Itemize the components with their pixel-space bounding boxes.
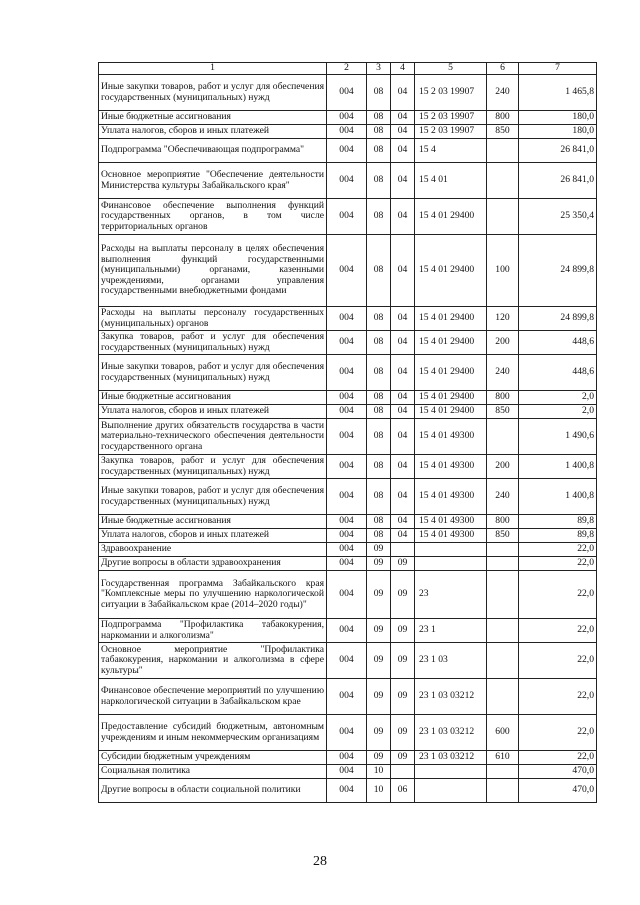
subsection-code: 04 [391, 455, 415, 479]
ministry-code: 004 [327, 355, 367, 391]
target-code: 15 4 01 29400 [415, 235, 487, 307]
header-cell: 3 [367, 63, 391, 75]
subsection-code: 04 [391, 125, 415, 139]
target-code: 15 4 01 29400 [415, 199, 487, 235]
section-code: 08 [367, 391, 391, 405]
section-code: 08 [367, 307, 391, 331]
ministry-code: 004 [327, 307, 367, 331]
subsection-code: 09 [391, 571, 415, 619]
header-cell: 2 [327, 63, 367, 75]
budget-table [98, 62, 597, 803]
item-name: Уплата налогов, сборов и иных платежей [99, 405, 327, 419]
item-name: Социальная политика [99, 765, 327, 779]
amount: 26 841,0 [519, 163, 597, 199]
table-row [99, 715, 597, 751]
table-row [99, 643, 597, 679]
section-code: 09 [367, 557, 391, 571]
target-code: 23 1 03 03212 [415, 715, 487, 751]
ministry-code: 004 [327, 529, 367, 543]
subsection-code: 04 [391, 405, 415, 419]
amount: 26 841,0 [519, 139, 597, 163]
expense-type-code: 200 [487, 455, 519, 479]
ministry-code: 004 [327, 643, 367, 679]
amount: 1 400,8 [519, 455, 597, 479]
expense-type-code [487, 543, 519, 557]
ministry-code: 004 [327, 515, 367, 529]
expense-type-code: 800 [487, 515, 519, 529]
expense-type-code: 800 [487, 391, 519, 405]
subsection-code: 06 [391, 779, 415, 803]
subsection-code [391, 543, 415, 557]
table-row [99, 515, 597, 529]
item-name: Предоставление субсидий бюджетным, автономным учреждениям и иным некоммерческим организациям [99, 715, 327, 751]
section-code: 09 [367, 679, 391, 715]
item-name: Субсидии бюджетным учреждениям [99, 751, 327, 765]
target-code: 15 4 01 29400 [415, 391, 487, 405]
target-code: 15 2 03 19907 [415, 125, 487, 139]
target-code: 23 1 03 [415, 643, 487, 679]
table-row [99, 307, 597, 331]
ministry-code: 004 [327, 619, 367, 643]
ministry-code: 004 [327, 751, 367, 765]
subsection-code: 04 [391, 163, 415, 199]
section-code: 08 [367, 529, 391, 543]
section-code: 08 [367, 405, 391, 419]
subsection-code: 04 [391, 139, 415, 163]
target-code: 15 2 03 19907 [415, 75, 487, 111]
ministry-code: 004 [327, 235, 367, 307]
section-code: 10 [367, 779, 391, 803]
amount: 22,0 [519, 715, 597, 751]
item-name: Другие вопросы в области здравоохранения [99, 557, 327, 571]
target-code: 23 1 03 03212 [415, 751, 487, 765]
expense-type-code [487, 419, 519, 455]
table-row [99, 455, 597, 479]
expense-type-code [487, 571, 519, 619]
section-code: 08 [367, 139, 391, 163]
table-row [99, 479, 597, 515]
item-name: Здравоохранение [99, 543, 327, 557]
subsection-code: 04 [391, 199, 415, 235]
section-code: 08 [367, 355, 391, 391]
table-row [99, 199, 597, 235]
amount: 22,0 [519, 751, 597, 765]
subsection-code: 04 [391, 391, 415, 405]
expense-type-code [487, 679, 519, 715]
section-code: 08 [367, 235, 391, 307]
expense-type-code: 850 [487, 405, 519, 419]
expense-type-code: 610 [487, 751, 519, 765]
header-row [99, 63, 597, 75]
expense-type-code [487, 557, 519, 571]
expense-type-code: 800 [487, 111, 519, 125]
target-code: 15 4 01 29400 [415, 355, 487, 391]
page-number: 28 [313, 854, 327, 869]
table-row [99, 139, 597, 163]
section-code: 08 [367, 419, 391, 455]
amount: 448,6 [519, 355, 597, 391]
ministry-code: 004 [327, 419, 367, 455]
ministry-code: 004 [327, 163, 367, 199]
subsection-code: 04 [391, 235, 415, 307]
ministry-code: 004 [327, 125, 367, 139]
item-name: Основное мероприятие "Обеспечение деятельности Министерства культуры Забайкальского края" [99, 163, 327, 199]
table-row [99, 619, 597, 643]
section-code: 08 [367, 455, 391, 479]
target-code: 15 4 01 29400 [415, 307, 487, 331]
ministry-code: 004 [327, 331, 367, 355]
target-code: 15 4 [415, 139, 487, 163]
table-row [99, 405, 597, 419]
subsection-code: 04 [391, 111, 415, 125]
header-cell: 1 [99, 63, 327, 75]
table-row [99, 331, 597, 355]
amount: 22,0 [519, 679, 597, 715]
expense-type-code [487, 779, 519, 803]
ministry-code: 004 [327, 779, 367, 803]
section-code: 10 [367, 765, 391, 779]
subsection-code: 09 [391, 679, 415, 715]
section-code: 09 [367, 715, 391, 751]
section-code: 08 [367, 75, 391, 111]
item-name: Иные бюджетные ассигнования [99, 391, 327, 405]
expense-type-code: 600 [487, 715, 519, 751]
ministry-code: 004 [327, 715, 367, 751]
section-code: 08 [367, 199, 391, 235]
amount: 448,6 [519, 331, 597, 355]
target-code: 15 4 01 49300 [415, 455, 487, 479]
target-code: 23 1 [415, 619, 487, 643]
ministry-code: 004 [327, 679, 367, 715]
target-code [415, 557, 487, 571]
target-code: 15 4 01 49300 [415, 529, 487, 543]
amount: 24 899,8 [519, 235, 597, 307]
item-name: Основное мероприятие "Профилактика табакокурения, наркомании и алкоголизма в сфере культуры" [99, 643, 327, 679]
ministry-code: 004 [327, 139, 367, 163]
ministry-code: 004 [327, 765, 367, 779]
expense-type-code: 200 [487, 331, 519, 355]
item-name: Иные закупки товаров, работ и услуг для обеспечения государственных (муниципальных) нужд [99, 355, 327, 391]
ministry-code: 004 [327, 111, 367, 125]
ministry-code: 004 [327, 75, 367, 111]
item-name: Иные бюджетные ассигнования [99, 515, 327, 529]
table-row [99, 779, 597, 803]
subsection-code: 04 [391, 515, 415, 529]
amount: 180,0 [519, 125, 597, 139]
item-name: Уплата налогов, сборов и иных платежей [99, 529, 327, 543]
amount: 1 465,8 [519, 75, 597, 111]
target-code: 15 4 01 29400 [415, 405, 487, 419]
section-code: 09 [367, 619, 391, 643]
target-code: 15 4 01 49300 [415, 419, 487, 455]
amount: 180,0 [519, 111, 597, 125]
ministry-code: 004 [327, 543, 367, 557]
item-name: Выполнение других обязательств государства в части материально-технического обеспечения деятельности государственного органа [99, 419, 327, 455]
item-name: Государственная программа Забайкальского края "Комплексные меры по улучшению наркологической ситуации в Забайкальском крае (2014–2020 годы)" [99, 571, 327, 619]
subsection-code: 04 [391, 355, 415, 391]
table-row [99, 125, 597, 139]
item-name: Расходы на выплаты персоналу государственных (муниципальных) органов [99, 307, 327, 331]
ministry-code: 004 [327, 479, 367, 515]
item-name: Иные закупки товаров, работ и услуг для обеспечения государственных (муниципальных) нужд [99, 479, 327, 515]
expense-type-code: 100 [487, 235, 519, 307]
ministry-code: 004 [327, 199, 367, 235]
subsection-code: 04 [391, 529, 415, 543]
ministry-code: 004 [327, 455, 367, 479]
item-name: Финансовое обеспечение выполнения функций государственных органов, в том числе территориальных органов [99, 199, 327, 235]
expense-type-code: 120 [487, 307, 519, 331]
amount: 22,0 [519, 571, 597, 619]
table-row [99, 235, 597, 307]
header-cell: 4 [391, 63, 415, 75]
amount: 24 899,8 [519, 307, 597, 331]
subsection-code: 04 [391, 331, 415, 355]
section-code: 09 [367, 643, 391, 679]
table-row [99, 419, 597, 455]
item-name: Уплата налогов, сборов и иных платежей [99, 125, 327, 139]
item-name: Закупка товаров, работ и услуг для обеспечения государственных (муниципальных) нужд [99, 455, 327, 479]
expense-type-code [487, 643, 519, 679]
table-row [99, 355, 597, 391]
expense-type-code [487, 765, 519, 779]
header-cell: 6 [487, 63, 519, 75]
table-row [99, 571, 597, 619]
amount: 2,0 [519, 391, 597, 405]
ministry-code: 004 [327, 391, 367, 405]
target-code: 23 1 03 03212 [415, 679, 487, 715]
table-row [99, 765, 597, 779]
amount: 22,0 [519, 619, 597, 643]
item-name: Подпрограмма "Обеспечивающая подпрограмма" [99, 139, 327, 163]
section-code: 08 [367, 125, 391, 139]
target-code [415, 765, 487, 779]
expense-type-code: 240 [487, 355, 519, 391]
table-row [99, 391, 597, 405]
section-code: 09 [367, 543, 391, 557]
item-name: Закупка товаров, работ и услуг для обеспечения государственных (муниципальных) нужд [99, 331, 327, 355]
expense-type-code [487, 139, 519, 163]
target-code [415, 543, 487, 557]
table-row [99, 751, 597, 765]
target-code [415, 779, 487, 803]
subsection-code [391, 765, 415, 779]
table-row [99, 679, 597, 715]
amount: 89,8 [519, 515, 597, 529]
amount: 1 400,8 [519, 479, 597, 515]
subsection-code: 09 [391, 557, 415, 571]
ministry-code: 004 [327, 571, 367, 619]
section-code: 09 [367, 751, 391, 765]
table-row [99, 75, 597, 111]
subsection-code: 04 [391, 75, 415, 111]
subsection-code: 09 [391, 643, 415, 679]
table-row [99, 557, 597, 571]
section-code: 08 [367, 111, 391, 125]
expense-type-code: 240 [487, 479, 519, 515]
amount: 22,0 [519, 557, 597, 571]
subsection-code: 04 [391, 479, 415, 515]
section-code: 09 [367, 571, 391, 619]
amount: 22,0 [519, 543, 597, 557]
header-cell: 7 [519, 63, 597, 75]
item-name: Подпрограмма "Профилактика табакокурения, наркомании и алкоголизма" [99, 619, 327, 643]
subsection-code: 09 [391, 751, 415, 765]
target-code: 15 4 01 49300 [415, 479, 487, 515]
section-code: 08 [367, 515, 391, 529]
target-code: 15 4 01 29400 [415, 331, 487, 355]
item-name: Расходы на выплаты персоналу в целях обеспечения выполнения функций государственными (муниципальными) органами, казенными учреждениями, органами управления государственными внебюджетными фондами [99, 235, 327, 307]
amount: 2,0 [519, 405, 597, 419]
item-name: Финансовое обеспечение мероприятий по улучшению наркологической ситуации в Забайкальском крае [99, 679, 327, 715]
item-name: Иные бюджетные ассигнования [99, 111, 327, 125]
expense-type-code [487, 619, 519, 643]
expense-type-code: 850 [487, 125, 519, 139]
subsection-code: 09 [391, 619, 415, 643]
section-code: 08 [367, 479, 391, 515]
expense-type-code: 240 [487, 75, 519, 111]
table-row [99, 111, 597, 125]
target-code: 15 4 01 [415, 163, 487, 199]
expense-type-code [487, 163, 519, 199]
target-code: 23 [415, 571, 487, 619]
item-name: Другие вопросы в области социальной политики [99, 779, 327, 803]
section-code: 08 [367, 331, 391, 355]
target-code: 15 4 01 49300 [415, 515, 487, 529]
table-row [99, 163, 597, 199]
expense-type-code [487, 199, 519, 235]
amount: 22,0 [519, 643, 597, 679]
subsection-code: 04 [391, 307, 415, 331]
table-row [99, 529, 597, 543]
amount: 89,8 [519, 529, 597, 543]
amount: 470,0 [519, 779, 597, 803]
header-cell: 5 [415, 63, 487, 75]
table-row [99, 543, 597, 557]
target-code: 15 2 03 19907 [415, 111, 487, 125]
amount: 25 350,4 [519, 199, 597, 235]
section-code: 08 [367, 163, 391, 199]
subsection-code: 04 [391, 419, 415, 455]
amount: 1 490,6 [519, 419, 597, 455]
amount: 470,0 [519, 765, 597, 779]
ministry-code: 004 [327, 405, 367, 419]
ministry-code: 004 [327, 557, 367, 571]
expense-type-code: 850 [487, 529, 519, 543]
subsection-code: 09 [391, 715, 415, 751]
item-name: Иные закупки товаров, работ и услуг для обеспечения государственных (муниципальных) нужд [99, 75, 327, 111]
